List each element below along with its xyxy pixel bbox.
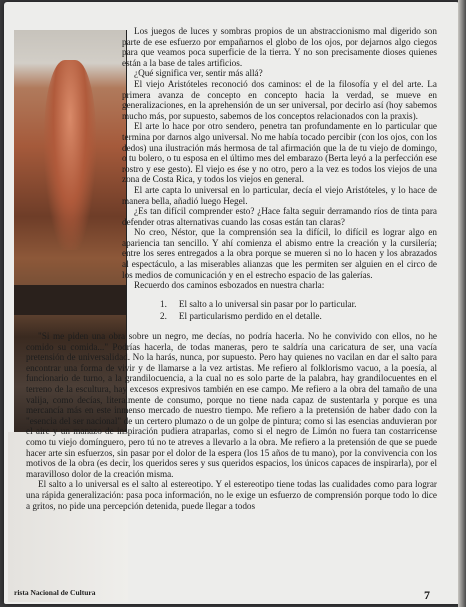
sculpture-figure <box>44 60 96 250</box>
list-text: El particularismo perdido en el detalle. <box>178 310 322 321</box>
paragraph: El salto a lo universal es el salto al estereotipo. Y el estereotipo tiene todas las cualidades como para lograr una rápida generalización: pasa poca información, no le exige un esfuerzo de comprensión porque todo lo dice a gritos, no pide una percepción detenida, puede llegar a todos <box>26 479 437 511</box>
paragraph: ¿Qué significa ver, sentir más allá? <box>134 68 263 79</box>
list-number: 2. <box>160 310 167 321</box>
list-item <box>122 298 437 310</box>
photo-shadow <box>14 285 126 315</box>
list-number: 1. <box>160 298 167 309</box>
magazine-footer: rista Nacional de Cultura <box>14 588 96 597</box>
magazine-page <box>4 2 462 604</box>
list-item <box>122 310 437 322</box>
paragraph: El viejo Aristóteles reconoció dos caminos: el de la filosofía y el del arte. La primera avanza de concepto en concepto hacia la verdad, se mueve en generalizaciones, en la aprehensión de un ser universal, por decirlo así (hoy sabemos mucho más, por supuesto, sabemos de los conceptos relacionados con la praxis). <box>122 78 437 121</box>
paragraph: No creo, Néstor, que la comprensión sea la difícil, lo difícil es lograr algo en apariencia tan sencillo. Y ahí comienza el abismo entre la creación y la cursilería; entre los seres entregados a la obra porque se mueren si no lo hacen y los abrazados al espectáculo, a las miserables alianzas que les permiten ser alguien en el circo de los medios de comunicación y en el estrecho espacio de las galerías. <box>122 227 437 280</box>
paragraph: Los juegos de luces y sombras propios de un abstraccionismo mal digerido son parte de ese esfuerzo por empañarnos el globo de los ojos, por dejarnos algo ciegos para que veamos poca superficie de la tierra. Y no son precisamente dioses quienes están a la base de tales artificios. <box>122 26 437 68</box>
paragraph: Recuerdo dos caminos esbozados en nuestra charla: <box>134 280 325 291</box>
lower-text-column <box>26 331 437 511</box>
paragraph: ¿Es tan difícil comprender esto? ¿Hace falta seguir derramando ríos de tinta para defender otras alternativas cuando las cosas están tan claras? <box>122 206 437 227</box>
page-edge <box>458 0 466 607</box>
paragraph: El arte capta lo universal en lo particular, decía el viejo Aristóteles, y lo hace de manera bella, añadió luego Hegel. <box>122 184 437 206</box>
paragraph: El arte lo hace por otro sendero, penetra tan profundamente en lo particular que termina por darnos algo universal. No me había tocado percibir (con los ojos, con los dedos) una ilustración más hermosa de tal afirmación que la de tu viejo de domingo, o tu bolero, o tu esposa en el último mes del embarazo (Berta leyó a la perfección ese rostro y ese gesto). El viejo es ése y no otro, pero a la vez es todos los viejos de una zona de Costa Rica, y todos los viejos en general. <box>122 121 437 185</box>
paragraph: "Si me piden una obra sobre un negro, me decías, no podría hacerla. No he convivido con ellos, no he comido su comida..." Podrías hacerla, de todas maneras, pero te saldría una caricatura de ser, una vacía pretensión de universalidad. No la harás, nunca, por supuesto. Pero hay quienes no vacilan en dar el salto para encontrar una forma de vivir y de llamarse a la vez artistas. Me refiero al folklorismo vacuo, a la poesía, al funcionario de turno, a la grandilocuencia, a la cual no es solo parte de la palabra, hay grandilocuentes en el terreno de la escultura, hay excesos expresivos también en ese campo. Me refiero a la obra del tamaño de una valija, como decías, literalmente de consumo, porque no tiene nada capaz de sustentarla y porque es una mercancía más en este inmenso mercado de nuestro tiempo. Me refiero a la pretensión de haber dado con la "esencia del ser nacional" de un certero plumazo o de un golpe de pintura; como si las esencias anduvieran por el aire y un manazo de inspiración pudiera atraparlas, como si el negro de Limón no fuera tan costarricense como tu viejo domínguero, pero tú no te atreves a llevarlo a la obra. Me refiero a la pretensión de que se puede hacer arte sin esfuerzos, sin pasar por el dolor de la espera (los 15 años de tu mano), por la convivencia con los motivos de la obra (es decir, los queridos seres y sus queridos espacios, los únicos capaces de inspirarla), por el maravilloso dolor de la creación misma. <box>26 331 437 479</box>
list-text: El salto a lo universal sin pasar por lo particular. <box>178 298 357 309</box>
numbered-list <box>122 298 437 322</box>
page-number: 7 <box>424 588 430 602</box>
upper-text-column <box>122 26 437 329</box>
